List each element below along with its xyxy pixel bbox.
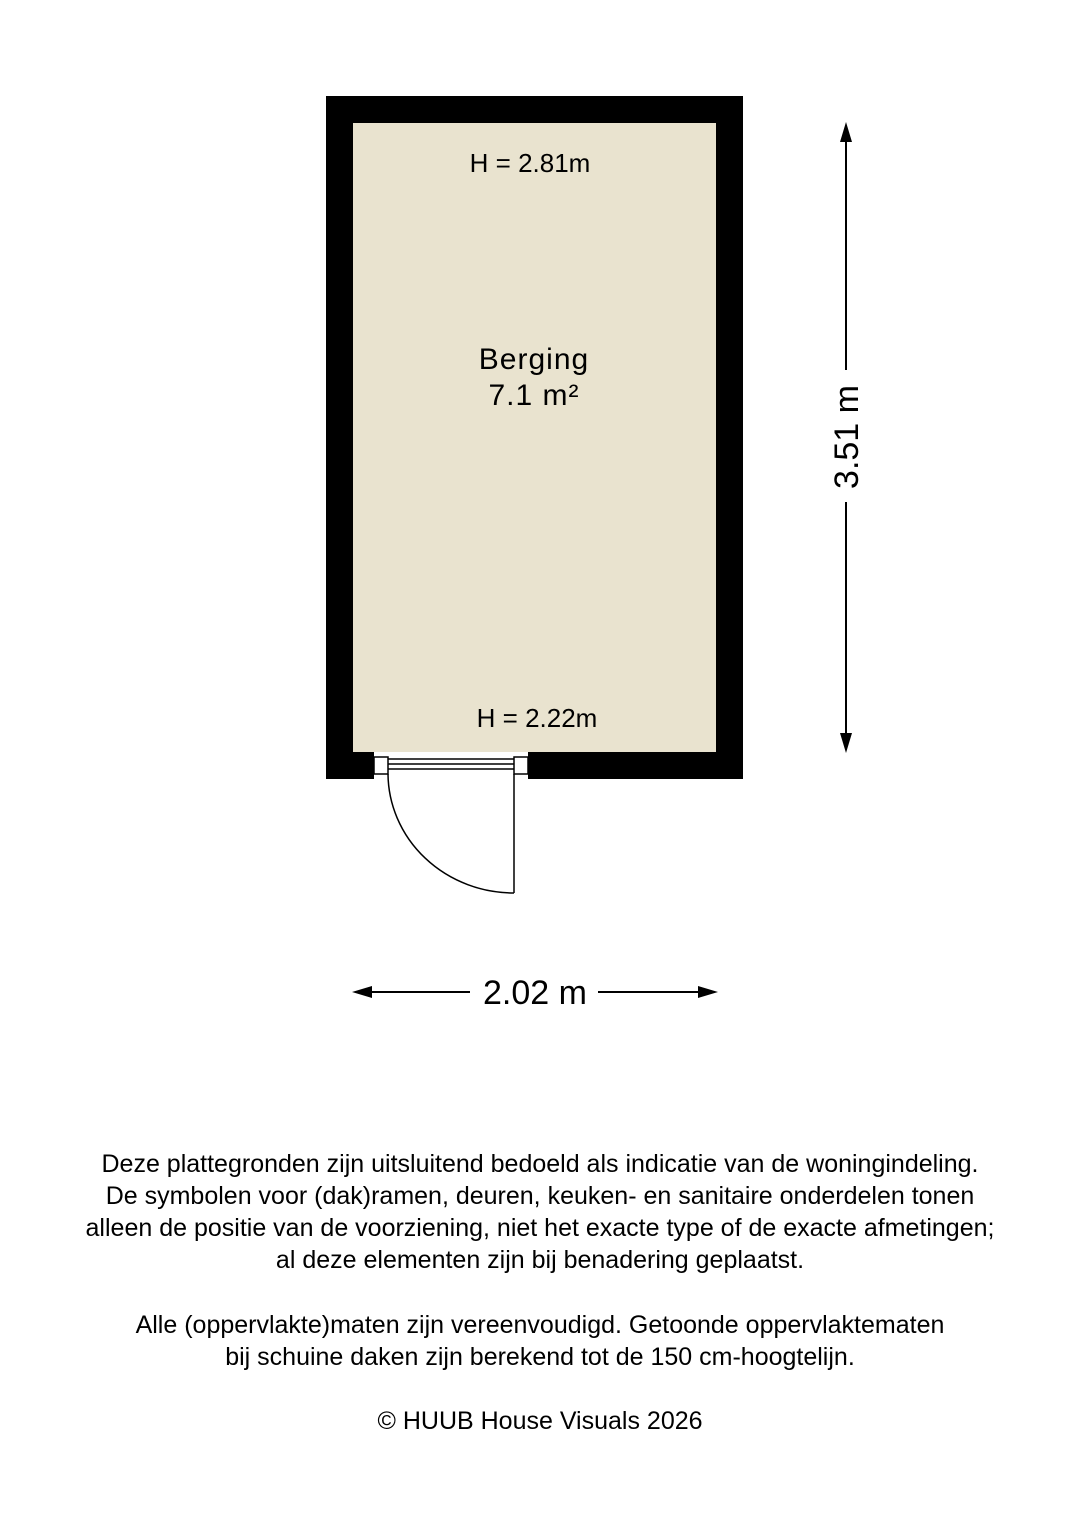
disclaimer-line: bij schuine daken zijn berekend tot de 150 cm-hoogtelijn. — [225, 1343, 855, 1371]
arrow-right-icon — [698, 986, 718, 998]
disclaimer-paragraph-1 — [0, 1148, 1080, 1276]
disclaimer-line: De symbolen voor (dak)ramen, deuren, keuken- en sanitaire onderdelen tonen — [105, 1182, 975, 1210]
disclaimer-line: al deze elementen zijn bij benadering geplaatst. — [275, 1246, 805, 1274]
room-height-bottom: H = 2.22m — [476, 703, 598, 733]
room-name: Berging — [478, 343, 590, 376]
disclaimer-line: Deze plattegronden zijn uitsluitend bedoeld als indicatie van de woningindeling. — [101, 1150, 979, 1178]
arrow-left-icon — [352, 986, 372, 998]
room-floor — [353, 123, 716, 752]
disclaimer-paragraph-2 — [0, 1309, 1080, 1373]
room-area: 7.1 m² — [488, 379, 580, 412]
copyright-notice: © HUUB House Visuals 2026 — [377, 1407, 703, 1435]
disclaimer-line: Alle (oppervlakte)maten zijn vereenvoudigd. Getoonde oppervlaktematen — [135, 1311, 945, 1339]
width-dimension-label: 2.02 m — [483, 974, 587, 1012]
depth-dimension-label: 3.51 m — [828, 385, 866, 489]
room-height-top: H = 2.81m — [469, 148, 591, 178]
arrow-down-icon — [840, 733, 852, 753]
arrow-up-icon — [840, 122, 852, 142]
door-opening — [374, 752, 528, 780]
disclaimer-line: alleen de positie van de voorziening, niet het exacte type of de exacte afmetingen; — [85, 1214, 995, 1242]
door-swing — [388, 774, 514, 893]
